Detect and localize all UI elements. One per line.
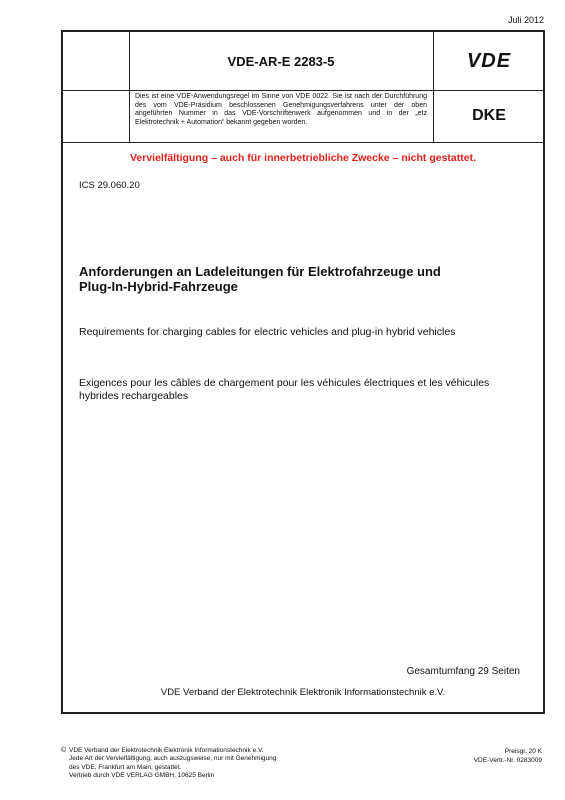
footer-line: Jede Art der Vervielfältigung, auch auszugsweise, nur mit Genehmigung: [69, 755, 277, 763]
vde-logo: VDE: [466, 49, 512, 72]
title-french-line-1: Exigences pour les câbles de chargement pour les véhicules électriques et les véhicules: [79, 377, 490, 389]
title-german: [79, 264, 519, 294]
document-id: VDE-AR-E 2283-5: [227, 53, 335, 69]
title-french: [79, 377, 519, 403]
association-name: VDE Verband der Elektrotechnik Elektronik Informationstechnik e.V.: [160, 687, 446, 698]
footer-copyright: [59, 747, 359, 780]
title-german-line-2: Plug-In-Hybrid-Fahrzeuge: [79, 279, 238, 294]
reproduction-warning: Vervielfältigung – auch für innerbetriebliche Zwecke – nicht gestattet.: [129, 152, 476, 164]
footer-line: VDE Verband der Elektrotechnik Elektronik Informationstechnik e.V.: [69, 747, 264, 754]
footer-order-info: [474, 747, 542, 765]
title-english: Requirements for charging cables for electric vehicles and plug-in hybrid vehicles: [79, 326, 456, 338]
document-date: Juli 2012: [507, 15, 544, 25]
copyright-icon: ©: [61, 747, 67, 754]
title-german-line-1: Anforderungen an Ladeleitungen für Elektrofahrzeuge und: [79, 264, 441, 279]
header-divider-2: [63, 142, 543, 143]
dke-label: DKE: [472, 107, 506, 124]
title-french-line-2: hybrides rechargeables: [79, 390, 189, 402]
ics-code: ICS 29.060.20: [79, 180, 140, 191]
order-number: VDE-Vertr.-Nr. 0283009: [473, 757, 542, 764]
price-group: Preisgr. 20 K: [504, 748, 542, 755]
total-pages: Gesamtumfang 29 Seiten: [406, 666, 520, 677]
footer-line: des VDE, Frankfurt am Main, gestattet.: [69, 763, 182, 771]
footer-line: Vertrieb durch VDE VERLAG GMBH, 10625 Berlin: [69, 771, 215, 779]
cover-frame: [61, 30, 545, 714]
application-rule-notice: Dies ist eine VDE-Anwendungsregel im Sinne von VDE 0022. Sie ist nach der Durchführung des vom VDE-Präsidium beschlossenen Genehmigungsverfahrens unter der oben angeführten Nummer in das VDE-Vorschriftenwerk aufgenommen und in der „etz Elektrotechnik + Automation“ bekannt gegeben worden.: [135, 93, 427, 126]
